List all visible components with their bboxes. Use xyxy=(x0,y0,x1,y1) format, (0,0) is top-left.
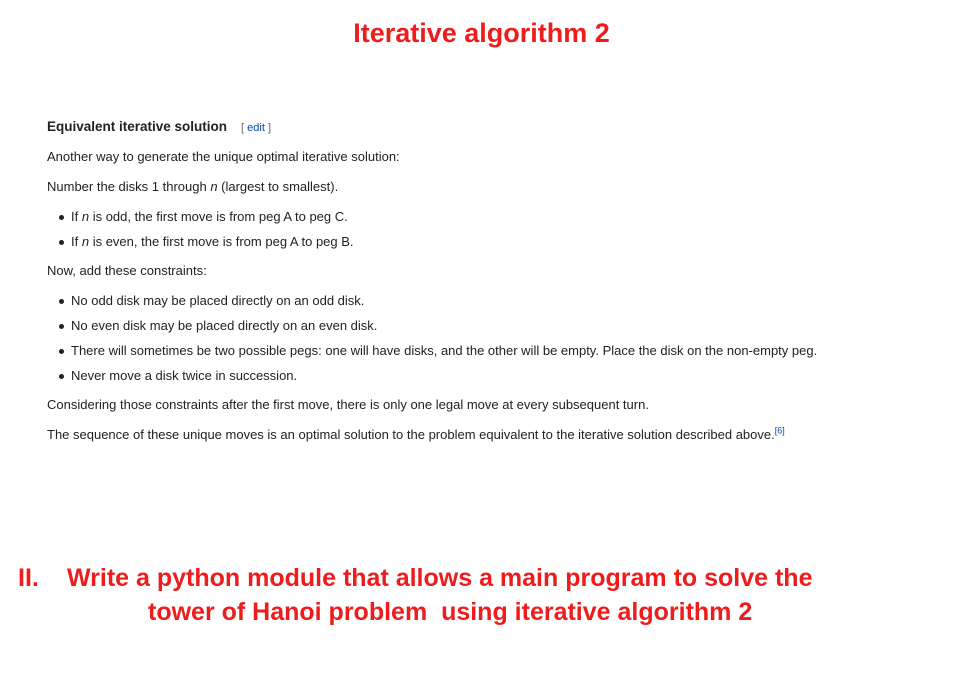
list-item: There will sometimes be two possible pegs: one will have disks, and the other will be empty. Place the disk on the non-empty peg. xyxy=(47,343,947,368)
task-text-line2: tower of Hanoi problem using iterative algorithm 2 xyxy=(148,598,753,626)
constraints-list xyxy=(47,293,947,393)
list-item: Never move a disk twice in succession. xyxy=(47,368,947,393)
list-item: No odd disk may be placed directly on an odd disk. xyxy=(47,293,947,318)
slide-title: Iterative algorithm 2 xyxy=(353,18,610,48)
list-item: If n is even, the first move is from peg A to peg B. xyxy=(47,234,947,259)
sequence-paragraph: The sequence of these unique moves is an optimal solution to the problem equivalent to the iterative solution described above.[6] xyxy=(47,425,785,442)
edit-link[interactable]: edit xyxy=(247,122,265,134)
numbering-paragraph: Number the disks 1 through n (largest to smallest). xyxy=(47,179,339,194)
citation-link[interactable]: [6] xyxy=(774,425,785,436)
task-text-line1: Write a python module that allows a main program to solve the xyxy=(67,564,813,592)
constraints-intro: Now, add these constraints: xyxy=(47,263,207,278)
wiki-excerpt xyxy=(47,119,947,457)
list-item: If n is odd, the first move is from peg A to peg C. xyxy=(47,209,947,234)
task-statement xyxy=(0,561,963,629)
considering-paragraph: Considering those constraints after the first move, there is only one legal move at every subsequent turn. xyxy=(47,397,649,412)
list-item: No even disk may be placed directly on an even disk. xyxy=(47,318,947,343)
section-heading-text: Equivalent iterative solution xyxy=(47,119,228,134)
parity-list xyxy=(47,209,947,259)
edit-section: [ edit ] xyxy=(241,122,272,134)
intro-paragraph: Another way to generate the unique optimal iterative solution: xyxy=(47,149,400,164)
task-number: II. xyxy=(18,564,39,592)
section-heading xyxy=(47,119,947,141)
